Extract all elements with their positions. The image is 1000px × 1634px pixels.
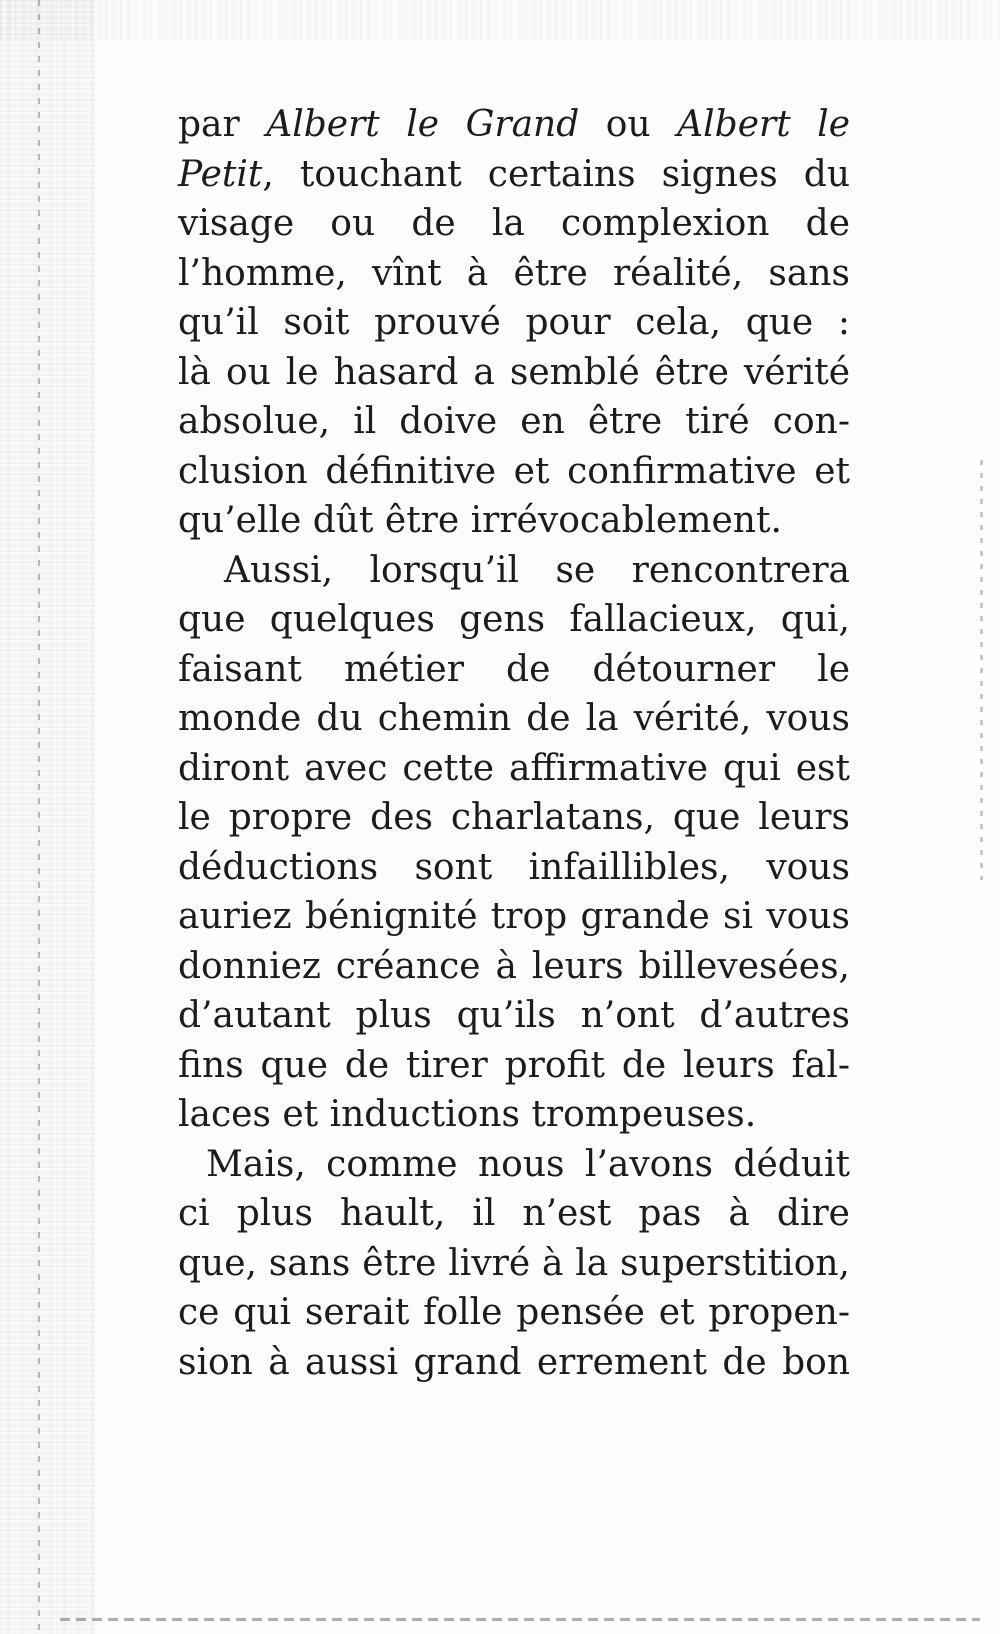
text-line-5: qu’il soit prouvé pour cela, que : bbox=[178, 302, 850, 343]
italic-name: Albert le Grand bbox=[266, 104, 580, 145]
text-line-13: monde du chemin de la vérité, vous bbox=[178, 698, 850, 739]
text-line-4: l’homme, vînt à être réalité, sans bbox=[178, 252, 850, 294]
text-line-15: le propre des charlatans, que leurs bbox=[178, 797, 850, 838]
text-line-23: ci plus hault, il n’est pas à dire bbox=[178, 1193, 850, 1234]
text-line-25: ce qui serait folle pensée et propen- bbox=[178, 1292, 850, 1333]
text-line-12: faisant métier de détourner le bbox=[178, 648, 850, 690]
text-line-16: déductions sont infaillibles, vous bbox=[178, 846, 850, 888]
text-line-8: clusion définitive et confirmative et bbox=[178, 450, 850, 492]
italic-name: Petit bbox=[178, 153, 263, 195]
text-line-6: là ou le hasard a semblé être vérité bbox=[178, 351, 850, 393]
text-line-21: laces et inductions trompeuses. bbox=[178, 1094, 757, 1135]
text-line-14: diront avec cette affirmative qui est bbox=[178, 747, 850, 789]
italic-name: Albert le bbox=[677, 104, 850, 145]
text-line-20: fins que de tirer profit de leurs fal- bbox=[178, 1044, 850, 1086]
scan-edge-top bbox=[0, 0, 1000, 40]
text-line-11: que quelques gens fallacieux, qui, bbox=[178, 599, 850, 640]
text-line-2: Petit, touchant certains signes du bbox=[178, 153, 850, 195]
text-line-17: auriez bénignité trop grande si vous bbox=[178, 896, 850, 937]
text-line-9: qu’elle dût être irrévocablement. bbox=[178, 500, 782, 541]
scan-edge-bottom bbox=[60, 1618, 980, 1621]
text-line-24: que, sans être livré à la superstition, bbox=[178, 1242, 850, 1284]
text-line-18: donniez créance à leurs billevesées, bbox=[178, 945, 850, 987]
text-line-22: Mais, comme nous l’avons déduit bbox=[206, 1143, 850, 1185]
text-line-10: Aussi, lorsqu’il se rencontrera bbox=[224, 549, 850, 591]
scan-edge-right bbox=[980, 460, 983, 880]
scan-edge-line bbox=[38, 0, 40, 1634]
scan-edge-left bbox=[0, 0, 95, 1634]
text-line-19: d’autant plus qu’ils n’ont d’autres bbox=[178, 995, 850, 1036]
body-text bbox=[178, 100, 850, 1387]
text-line-3: visage ou de la complexion de bbox=[178, 203, 850, 244]
text-line-7: absolue, il doive en être tiré con- bbox=[178, 401, 850, 442]
text-line-26: sion à aussi grand errement de bon bbox=[178, 1341, 850, 1383]
text-line-1: par Albert le Grand ou Albert le bbox=[178, 104, 850, 145]
